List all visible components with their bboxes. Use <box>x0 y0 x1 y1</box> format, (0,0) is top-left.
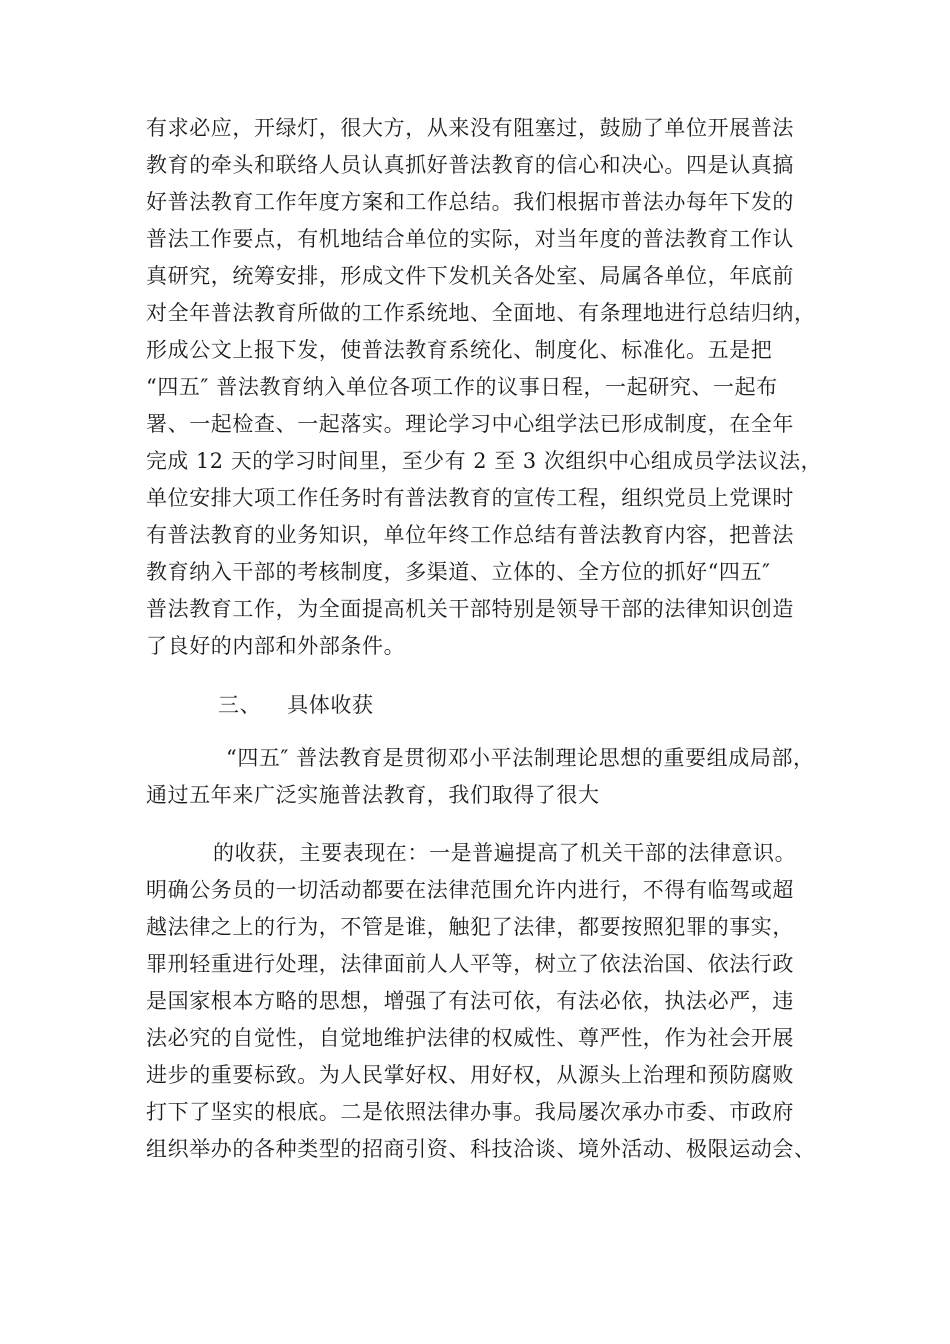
paragraph-line: 普法工作要点，有机地结合单位的实际，对当年度的普法教育工作认 <box>146 227 794 251</box>
paragraph-line: 了良好的内部和外部条件。 <box>146 634 406 658</box>
paragraph-line: 有普法教育的业务知识，单位年终工作总结有普法教育内容，把普法 <box>146 523 794 547</box>
paragraph-line: “四五″ 普法教育是贯彻邓小平法制理论思想的重要组成局部， <box>226 746 815 770</box>
paragraph-line: 教育的牵头和联络人员认真抓好普法教育的信心和决心。四是认真搞 <box>146 153 794 177</box>
paragraph-line: 署、一起检查、一起落实。理论学习中心组学法已形成制度，在全年 <box>146 412 794 436</box>
paragraph-line: 进步的重要标致。为人民掌好权、用好权，从源头上治理和预防腐败 <box>146 1063 794 1087</box>
paragraph-line: 通过五年来广泛实施普法教育，我们取得了很大 <box>146 783 600 807</box>
paragraph-line: 是国家根本方略的思想，增强了有法可依，有法必依，执法必严，违 <box>146 989 794 1013</box>
paragraph-line: 完成 12 天的学习时间里，至少有 2 至 3 次组织中心组成员学法议法， <box>146 449 823 473</box>
paragraph-line: 真研究，统筹安排，形成文件下发机关各处室、局属各单位，年底前 <box>146 264 794 288</box>
section-heading <box>218 692 374 718</box>
paragraph-line: 明确公务员的一切活动都要在法律范围允许内进行，不得有临驾或超 <box>146 878 794 902</box>
paragraph-line: 组织举办的各种类型的招商引资、科技洽谈、境外活动、极限运动会、 <box>146 1137 816 1161</box>
paragraph-line: 法必究的自觉性，自觉地维护法律的权威性、尊严性，作为社会开展 <box>146 1026 794 1050</box>
section-number: 三、 <box>218 693 262 717</box>
paragraph-line: 形成公文上报下发，使普法教育系统化、制度化、标准化。五是把 <box>146 338 773 362</box>
paragraph-line: 好普法教育工作年度方案和工作总结。我们根据市普法办每年下发的 <box>146 190 794 214</box>
paragraph-line: 教育纳入干部的考核制度，多渠道、立体的、全方位的抓好“四五″ <box>146 560 771 584</box>
section-title: 具体收获 <box>287 693 374 717</box>
paragraph-line: 罪刑轻重进行处理，法律面前人人平等，树立了依法治国、依法行政 <box>146 952 794 976</box>
paragraph-line: 越法律之上的行为，不管是谁，触犯了法律，都要按照犯罪的事实， <box>146 915 794 939</box>
paragraph-line: 有求必应，开绿灯，很大方，从来没有阻塞过，鼓励了单位开展普法 <box>146 116 794 140</box>
paragraph-line: 的收获，主要表现在：一是普遍提高了机关干部的法律意识。 <box>213 841 797 865</box>
paragraph-line: 单位安排大项工作任务时有普法教育的宣传工程，组织党员上党课时 <box>146 486 794 510</box>
paragraph-line: 普法教育工作，为全面提高机关干部特别是领导干部的法律知识创造 <box>146 597 794 621</box>
paragraph-line: 对全年普法教育所做的工作系统地、全面地、有条理地进行总结归纳， <box>146 301 816 325</box>
paragraph-line: “四五″ 普法教育纳入单位各项工作的议事日程，一起研究、一起布 <box>146 375 778 399</box>
paragraph-line: 打下了坚实的根底。二是依照法律办事。我局屡次承办市委、市政府 <box>146 1100 794 1124</box>
